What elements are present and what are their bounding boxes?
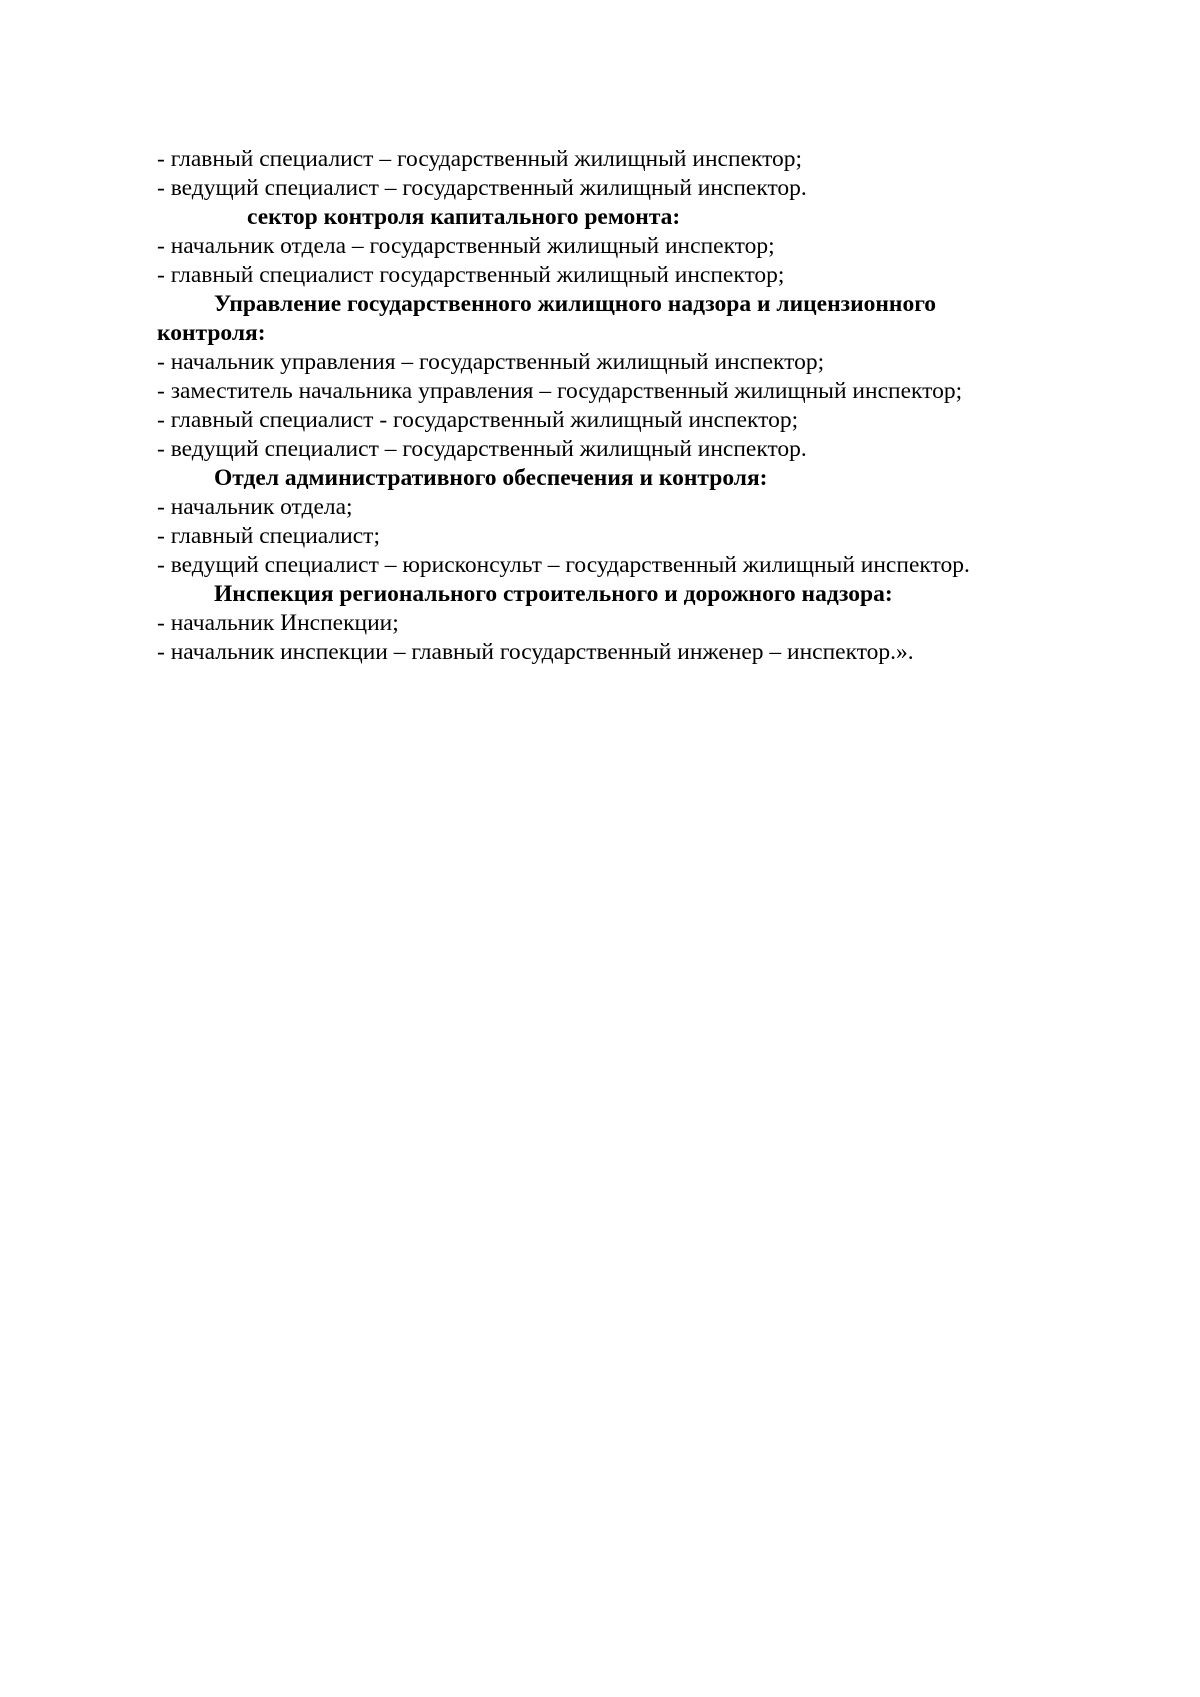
document-body — [157, 145, 1057, 667]
list-item: - начальник Инспекции; — [157, 610, 399, 636]
list-item: - ведущий специалист – государственный жилищный инспектор. — [157, 175, 807, 201]
section-heading: Инспекция регионального строительного и дорожного надзора: — [214, 581, 893, 607]
list-item: - главный специалист государственный жилищный инспектор; — [157, 262, 785, 288]
section-heading: сектор контроля капитального ремонта: — [247, 204, 681, 230]
list-item: - главный специалист; — [157, 523, 380, 549]
list-item: - ведущий специалист – государственный жилищный инспектор. — [157, 436, 807, 462]
section-heading: Управление государственного жилищного надзора и лицензионного контроля: — [157, 291, 937, 346]
list-item: - начальник управления – государственный жилищный инспектор; — [157, 349, 825, 375]
list-item: - главный специалист – государственный жилищный инспектор; — [157, 146, 803, 172]
list-item: - начальник отдела – государственный жилищный инспектор; — [157, 233, 775, 259]
list-item: - начальник инспекции – главный государственный инженер – инспектор.». — [157, 639, 914, 665]
list-item: - заместитель начальника управления – государственный жилищный инспектор; — [157, 378, 963, 404]
section-heading: Отдел административного обеспечения и контроля: — [214, 465, 768, 491]
list-item: - главный специалист - государственный жилищный инспектор; — [157, 407, 799, 433]
list-item: - начальник отдела; — [157, 494, 353, 520]
list-item: - ведущий специалист – юрисконсульт – государственный жилищный инспектор. — [157, 552, 970, 578]
